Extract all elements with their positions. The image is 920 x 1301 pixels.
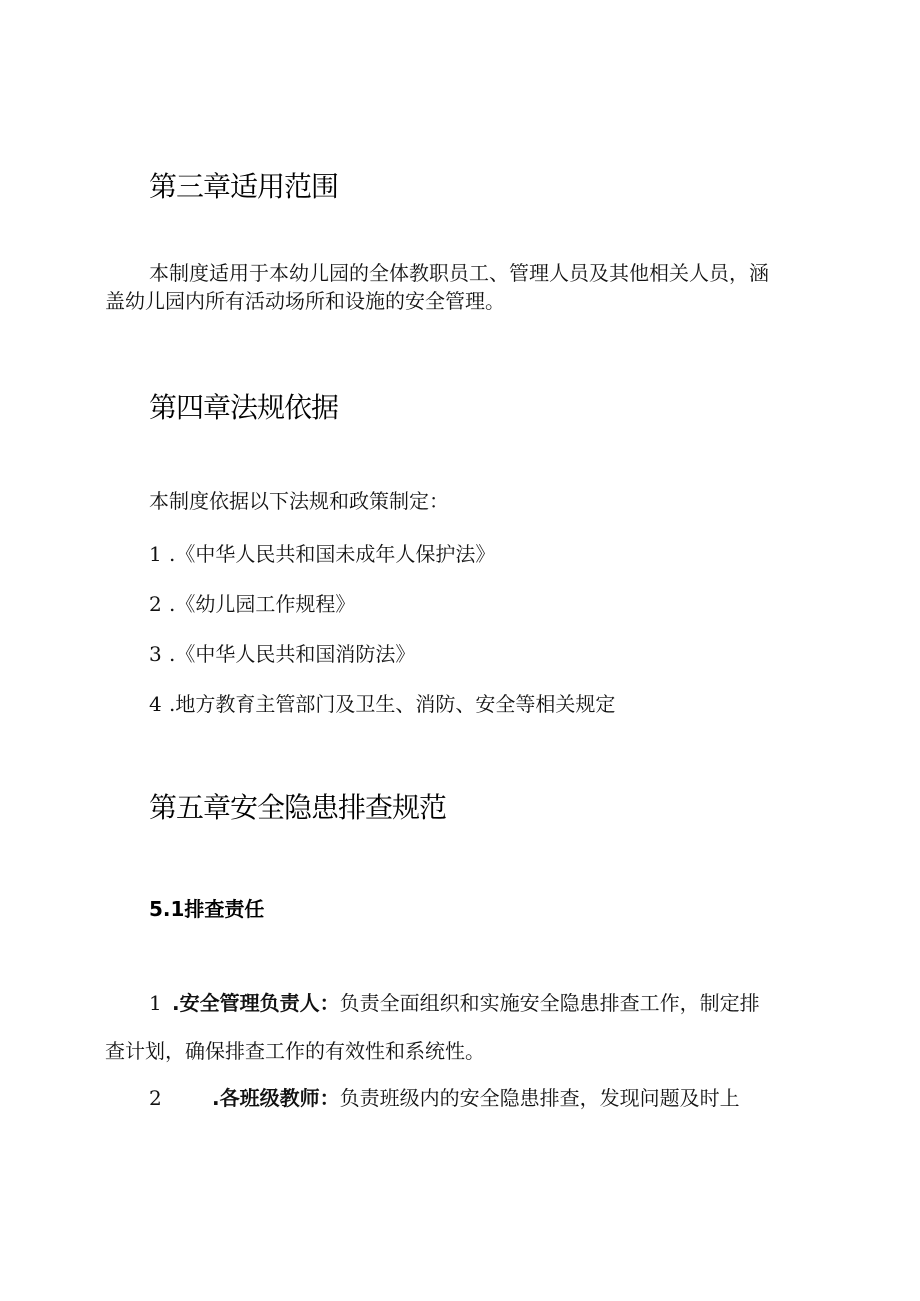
list-item-bold-label: .各班级教师： bbox=[212, 1086, 340, 1110]
chapter4-heading: 第四章法规依据 bbox=[149, 391, 339, 424]
list-item-text: .《中华人民共和国未成年人保护法》 bbox=[169, 542, 496, 566]
chapter3-paragraph-line2: 盖幼儿园内所有活动场所和设施的安全管理。 bbox=[105, 289, 505, 313]
list-item-bold-label: .安全管理负责人： bbox=[172, 991, 340, 1015]
list-item-text: .《中华人民共和国消防法》 bbox=[169, 642, 416, 666]
list-item-number: 1 bbox=[149, 991, 162, 1015]
chapter5-heading: 第五章安全隐患排查规范 bbox=[149, 791, 447, 824]
list-item-number: 4 bbox=[149, 692, 162, 716]
chapter4-list-item-1 bbox=[149, 540, 495, 568]
chapter5-item-2-line1 bbox=[149, 1084, 740, 1112]
chapter4-intro: 本制度依据以下法规和政策制定： bbox=[149, 489, 449, 513]
list-item-number: 2 bbox=[149, 592, 162, 616]
chapter5-item-1-line1 bbox=[149, 989, 760, 1017]
list-item-number: 2 bbox=[149, 1086, 162, 1110]
list-item-text: .《幼儿园工作规程》 bbox=[169, 592, 356, 616]
chapter5-item-1-line2: 查计划，确保排查工作的有效性和系统性。 bbox=[105, 1039, 485, 1063]
chapter4-list-item-4 bbox=[149, 690, 615, 718]
list-item-number: 1 bbox=[149, 542, 162, 566]
chapter4-list-item-3 bbox=[149, 640, 415, 668]
section-5-1-heading: 5.1排查责任 bbox=[149, 897, 265, 921]
list-item-text: .地方教育主管部门及卫生、消防、安全等相关规定 bbox=[169, 692, 616, 716]
list-item-text: 负责班级内的安全隐患排查，发现问题及时上 bbox=[339, 1086, 740, 1110]
chapter4-list-item-2 bbox=[149, 590, 355, 618]
list-item-number: 3 bbox=[149, 642, 162, 666]
list-item-text: 负责全面组织和实施安全隐患排查工作，制定排 bbox=[339, 991, 760, 1015]
chapter3-heading: 第三章适用范围 bbox=[149, 170, 339, 203]
chapter3-paragraph-line1: 本制度适用于本幼儿园的全体教职员工、管理人员及其他相关人员，涵 bbox=[149, 261, 769, 285]
